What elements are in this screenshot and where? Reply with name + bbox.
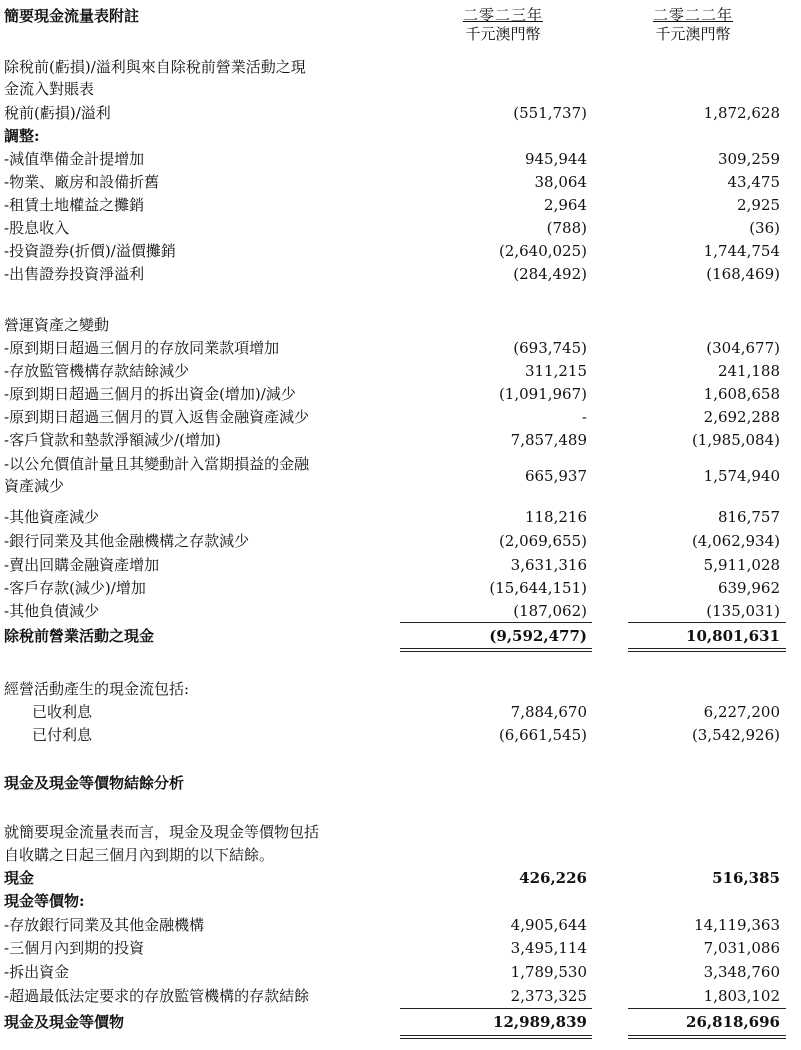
table-row: -超過最低法定要求的存放監管機構的存款結餘 2,373,325 1,803,102 — [4, 987, 780, 1005]
table-row: -客戶存款(減少)/增加 (15,644,151) 639,962 — [4, 579, 780, 597]
table-row: -出售證券投資淨溢利 (284,492) (168,469) — [4, 265, 780, 283]
equivalents-heading: 現金等價物: — [4, 892, 85, 910]
table-row: -其他資產減少 118,216 816,757 — [4, 508, 780, 526]
table-row: -股息收入 (788) (36) — [4, 219, 780, 237]
profit-before-tax-row: 稅前(虧損)/溢利 (551,737) 1,872,628 — [4, 104, 780, 122]
page-title: 簡要現金流量表附註 — [4, 7, 140, 25]
subtotal-rule-2023 — [400, 622, 592, 623]
cash-analysis-text-cont: 自收購之日起三個月內到期的以下結餘。 — [4, 846, 275, 864]
table-row: -銀行同業及其他金融機構之存款減少 (2,069,655) (4,062,934) — [4, 532, 780, 550]
interest-heading: 經營活動產生的現金流包括: — [4, 680, 190, 698]
cash-total-double-rule-2022 — [628, 1035, 786, 1039]
table-row: -三個月內到期的投資 3,495,114 7,031,086 — [4, 939, 780, 957]
cash-subtotal-rule-2023 — [400, 1008, 592, 1009]
table-row: -賣出回購金融資產增加 3,631,316 5,911,028 — [4, 556, 780, 574]
cash-subtotal-rule-2022 — [628, 1008, 786, 1009]
table-row: -減值準備金計提增加 945,944 309,259 — [4, 150, 780, 168]
subtotal-rule-2022 — [628, 622, 786, 623]
column-year-2023: 二零二三年 — [462, 6, 543, 24]
interest-paid-row: 已付利息 (6,661,545) (3,542,926) — [32, 726, 780, 744]
reconciliation-heading-cont: 金流入對賬表 — [4, 80, 95, 98]
adjustments-heading: 調整: — [4, 127, 40, 145]
cash-total-double-rule-2023 — [400, 1035, 592, 1039]
reconciliation-heading: 除稅前(虧損)/溢利與來自除稅前營業活動之現 — [4, 58, 306, 76]
table-row: -存放監管機構存款結餘減少 311,215 241,188 — [4, 362, 780, 380]
column-header-2023 — [428, 6, 578, 44]
column-header-2022 — [618, 6, 768, 44]
table-row: -投資證券(折價)/溢價攤銷 (2,640,025) 1,744,754 — [4, 242, 780, 260]
column-unit-2023: 千元澳門幣 — [465, 25, 541, 43]
table-row: -存放銀行同業及其他金融機構 4,905,644 14,119,363 — [4, 916, 780, 934]
table-row: -客戶貸款和墊款淨額減少/(增加) 7,857,489 (1,985,084) — [4, 431, 780, 449]
operating-cash-total-row: 除稅前營業活動之現金 (9,592,477) 10,801,631 — [4, 627, 780, 645]
table-row: -以公允價值計量且其變動計入當期損益的金融 資產減少 665,937 1,574,940 — [4, 455, 780, 495]
table-row: -物業、廠房和設備折舊 38,064 43,475 — [4, 173, 780, 191]
cash-row: 現金 426,226 516,385 — [4, 869, 780, 887]
interest-received-row: 已收利息 7,884,670 6,227,200 — [32, 703, 780, 721]
column-year-2022: 二零二二年 — [652, 6, 733, 24]
table-row: -原到期日超過三個月的拆出資金(增加)/減少 (1,091,967) 1,608,658 — [4, 385, 780, 403]
cash-analysis-text: 就簡要現金流量表而言，現金及現金等價物包括 — [4, 823, 320, 841]
working-capital-heading: 營運資產之變動 — [4, 316, 110, 334]
cash-analysis-heading: 現金及現金等價物結餘分析 — [4, 774, 185, 792]
column-unit-2022: 千元澳門幣 — [655, 25, 731, 43]
table-row: -其他負債減少 (187,062) (135,031) — [4, 602, 780, 620]
table-row: -原到期日超過三個月的存放同業款項增加 (693,745) (304,677) — [4, 339, 780, 357]
total-double-rule-2023 — [400, 648, 592, 652]
total-double-rule-2022 — [628, 648, 786, 652]
cash-equivalents-total-row: 現金及現金等價物 12,989,839 26,818,696 — [4, 1013, 780, 1031]
table-row: -租賃土地權益之攤銷 2,964 2,925 — [4, 196, 780, 214]
table-row: -原到期日超過三個月的買入返售金融資產減少 - 2,692,288 — [4, 408, 780, 426]
table-row: -拆出資金 1,789,530 3,348,760 — [4, 963, 780, 981]
